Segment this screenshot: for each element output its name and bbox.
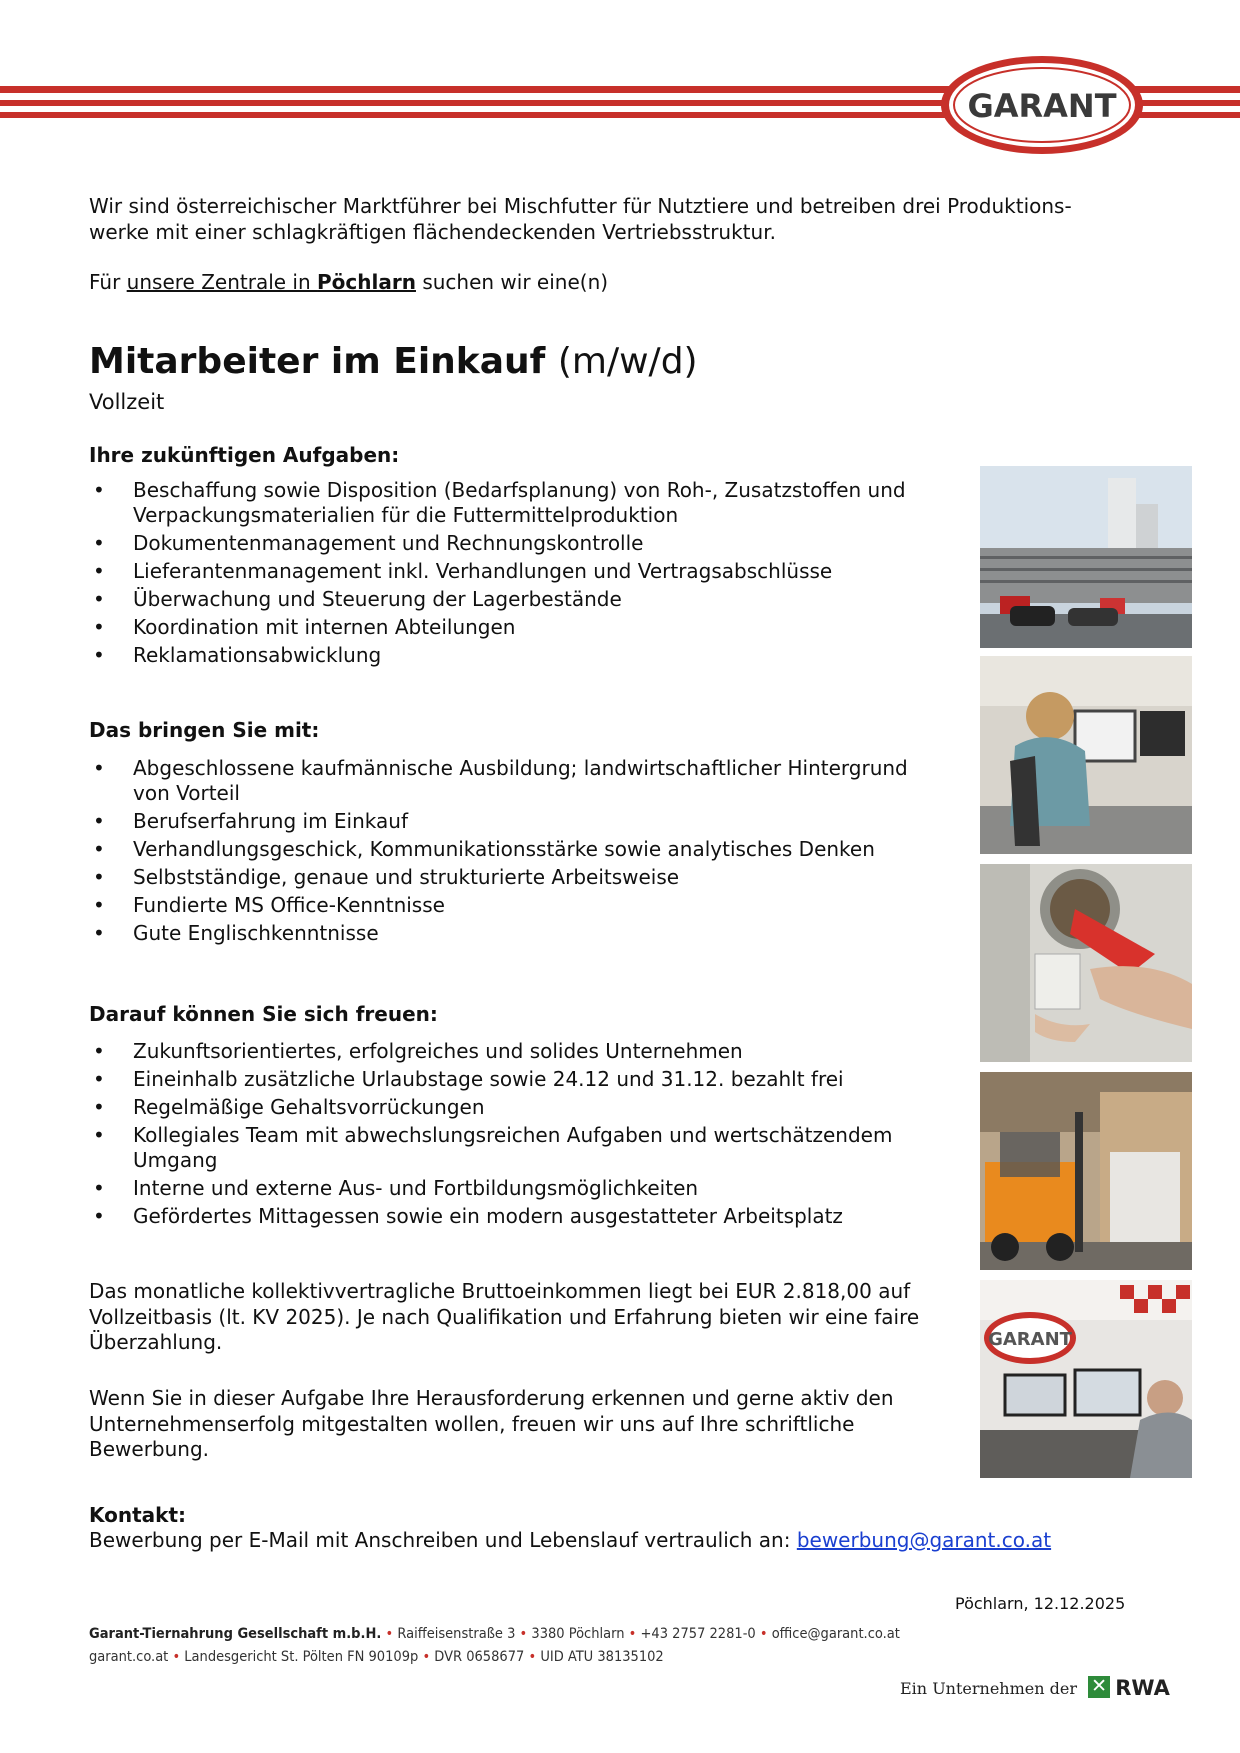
- footer-uid: UID ATU 38135102: [540, 1649, 664, 1665]
- task-item: • Dokumentenmanagement und Rechnungskontrolle: [89, 531, 949, 556]
- task-item: • Reklamationsabwicklung: [89, 643, 949, 668]
- requirement-item: • Fundierte MS Office-Kenntnisse: [89, 893, 949, 918]
- task-item: • Beschaffung sowie Disposition (Bedarfsplanung) von Roh-, Zusatzstoffen und Verpackungsmaterialien für die Futtermittelproduktion: [89, 478, 949, 528]
- footer-line-2: garant.co.at • Landesgericht St. Pölten FN 90109p • DVR 0658677 • UID ATU 38135102: [89, 1649, 664, 1665]
- contact-heading: Kontakt:: [89, 1503, 187, 1527]
- task-item: • Überwachung und Steuerung der Lagerbestände: [89, 587, 949, 612]
- logo-text: GARANT: [967, 87, 1117, 125]
- document-date: Pöchlarn, 12.12.2025: [955, 1594, 1126, 1613]
- tasks-list: [89, 478, 949, 671]
- location-city: Pöchlarn: [317, 270, 416, 294]
- contact-text: Bewerbung per E-Mail mit Anschreiben und Lebenslauf vertraulich an:: [89, 1528, 797, 1552]
- photo-forklift: [980, 1072, 1192, 1270]
- intro-line-1: Wir sind österreichischer Marktführer bei Mischfutter für Nutztiere und betreiben drei Produktions-: [89, 194, 1072, 218]
- salary-text: Das monatliche kollektivvertragliche Bruttoeinkommen liegt bei EUR 2.818,00 auf Vollzeitbasis (lt. KV 2025). Je nach Qualifikation und Erfahrung bieten wir eine faire Überzahlung.: [89, 1279, 920, 1354]
- requirement-item: • Selbstständige, genaue und strukturierte Arbeitsweise: [89, 865, 949, 890]
- location-link: unsere Zentrale in Pöchlarn: [126, 270, 416, 294]
- requirement-item: • Verhandlungsgeschick, Kommunikationsstärke sowie analytisches Denken: [89, 837, 949, 862]
- footer-phone: +43 2757 2281-0: [640, 1626, 756, 1642]
- footer-court: Landesgericht St. Pölten FN 90109p: [184, 1649, 419, 1665]
- benefit-item: • Regelmäßige Gehaltsvorrückungen: [89, 1095, 949, 1120]
- search-suffix: suchen wir eine(n): [415, 270, 609, 294]
- photo-feed-sample: [980, 864, 1192, 1062]
- photo-control-room: [980, 1280, 1192, 1478]
- benefit-item: • Eineinhalb zusätzliche Urlaubstage sowie 24.12 und 31.12. bezahlt frei: [89, 1067, 949, 1092]
- requirements-list: [89, 756, 949, 949]
- requirement-item: • Gute Englischkenntnisse: [89, 921, 949, 946]
- closing-text: Wenn Sie in dieser Aufgabe Ihre Herausforderung erkennen und gerne aktiv den Unternehmenserfolg mitgestalten wollen, freuen wir uns auf Ihre schriftliche Bewerbung.: [89, 1386, 894, 1461]
- benefits-heading: Darauf können Sie sich freuen:: [89, 1002, 438, 1026]
- job-title-text: Mitarbeiter im Einkauf: [89, 341, 546, 382]
- benefit-item: • Kollegiales Team mit abwechslungsreichen Aufgaben und wertschätzendem Umgang: [89, 1123, 949, 1173]
- photo-office: [980, 656, 1192, 854]
- requirement-item: • Abgeschlossene kaufmännische Ausbildung; landwirtschaftlicher Hintergrund von Vorteil: [89, 756, 949, 806]
- tasks-heading: Ihre zukünftigen Aufgaben:: [89, 443, 400, 467]
- footer-dvr: DVR 0658677: [434, 1649, 525, 1665]
- footer-company: Garant-Tiernahrung Gesellschaft m.b.H.: [89, 1626, 382, 1642]
- footer-line-1: Garant-Tiernahrung Gesellschaft m.b.H. • Raiffeisenstraße 3 • 3380 Pöchlarn • +43 2757 2281-0 • office@garant.co.at: [89, 1626, 900, 1642]
- footer-address: Raiffeisenstraße 3: [397, 1626, 516, 1642]
- footer-web[interactable]: garant.co.at: [89, 1649, 169, 1665]
- parent-company: [900, 1676, 1170, 1700]
- intro-text: [89, 194, 1139, 245]
- search-prefix: Für: [89, 270, 127, 294]
- job-title: [89, 342, 698, 382]
- job-gender: (m/w/d): [557, 341, 698, 382]
- footer-city: 3380 Pöchlarn: [531, 1626, 625, 1642]
- parent-logo-text: RWA: [1115, 1676, 1170, 1700]
- benefit-item: • Zukunftsorientiertes, erfolgreiches und solides Unternehmen: [89, 1039, 949, 1064]
- parent-label: Ein Unternehmen der: [900, 1679, 1077, 1698]
- contact-block: [89, 1503, 1051, 1552]
- contact-email-link[interactable]: bewerbung@garant.co.at: [796, 1528, 1052, 1552]
- rwa-icon: ✕: [1088, 1676, 1110, 1698]
- search-line: [89, 270, 608, 294]
- job-type: Vollzeit: [89, 390, 165, 414]
- benefit-item: • Gefördertes Mittagessen sowie ein modern ausgestatteter Arbeitsplatz: [89, 1204, 949, 1229]
- requirements-heading: Das bringen Sie mit:: [89, 718, 320, 742]
- garant-logo-in-photo: GARANT: [988, 1329, 1072, 1350]
- benefit-item: • Interne und externe Aus- und Fortbildungsmöglichkeiten: [89, 1176, 949, 1201]
- requirement-item: • Berufserfahrung im Einkauf: [89, 809, 949, 834]
- task-item: • Lieferantenmanagement inkl. Verhandlungen und Vertragsabschlüsse: [89, 559, 949, 584]
- footer-email[interactable]: office@garant.co.at: [771, 1626, 900, 1642]
- task-item: • Koordination mit internen Abteilungen: [89, 615, 949, 640]
- benefits-list: [89, 1039, 949, 1232]
- intro-line-2: werke mit einer schlagkräftigen flächendeckenden Vertriebsstruktur.: [89, 219, 776, 244]
- garant-logo: [939, 54, 1145, 156]
- photo-building: [980, 466, 1192, 648]
